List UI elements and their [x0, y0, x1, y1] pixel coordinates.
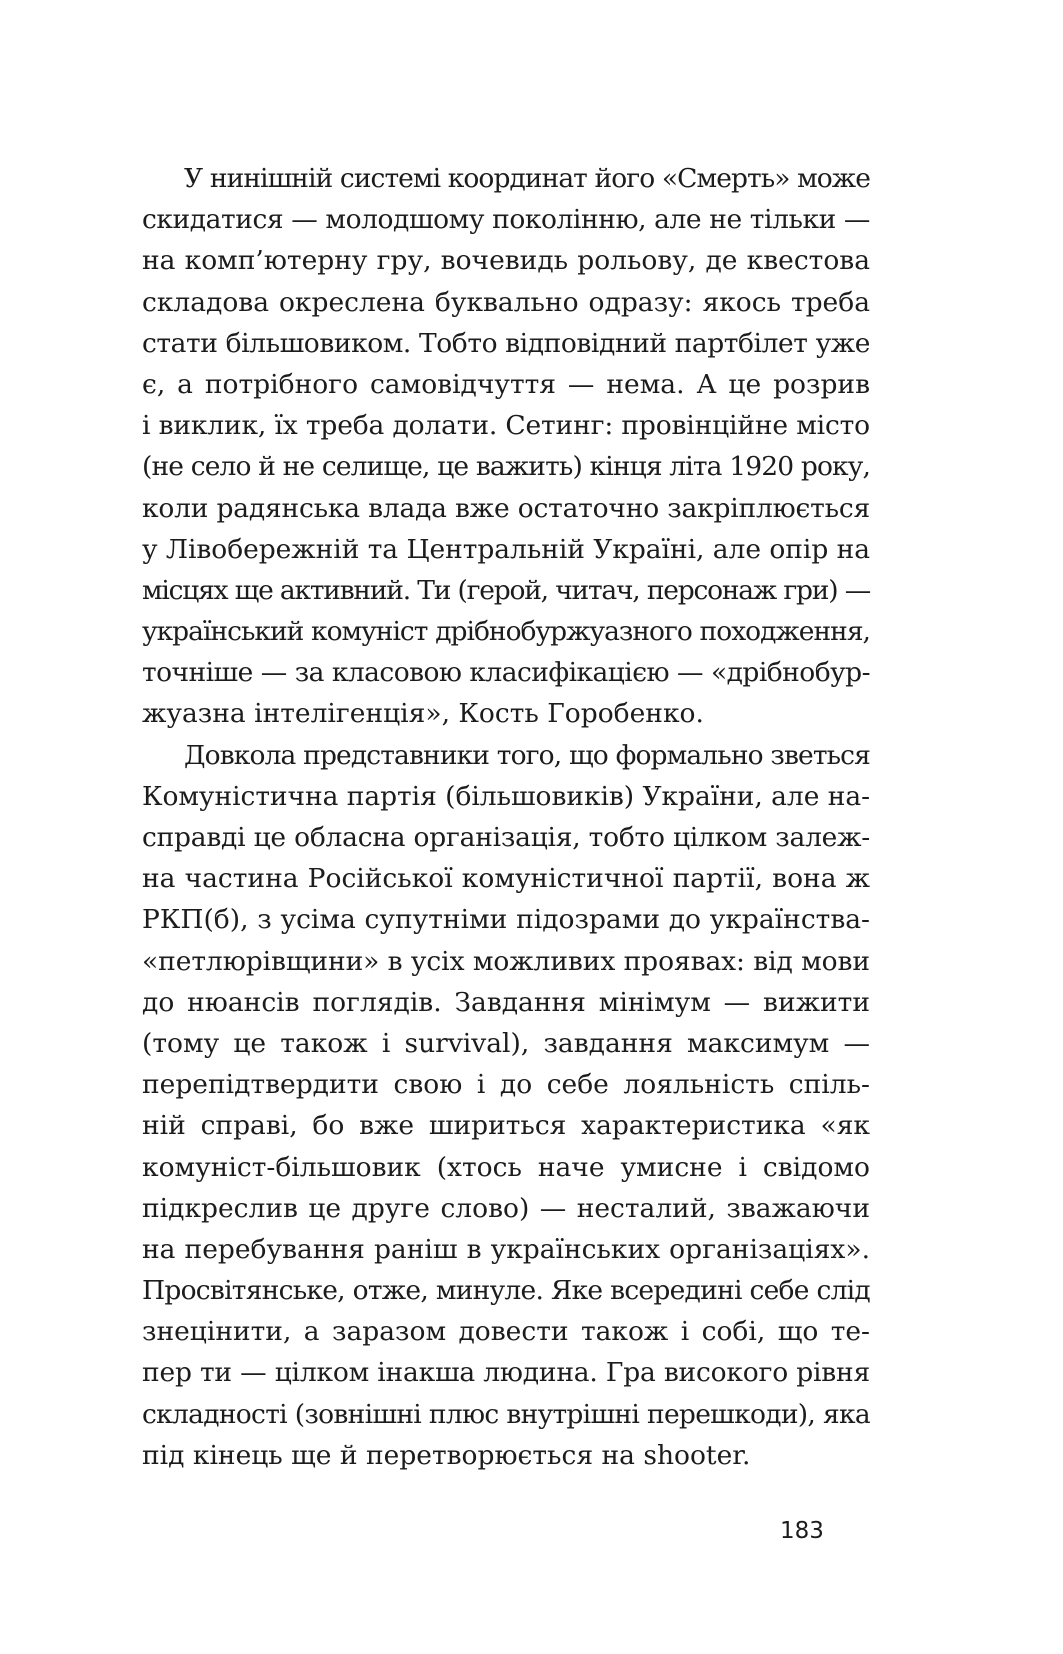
text-line: на перебування раніш в українських організаціях». [142, 1233, 870, 1265]
text-line: У нинішній системі координат його «Смерть» може [184, 163, 870, 194]
text-line: комуніст-більшовик (хтось наче умисне і свідомо [142, 1151, 870, 1183]
text-line: складова окреслена буквально одразу: якось треба [142, 286, 870, 318]
text-line: точніше — за класовою класифікацією — «дрібнобур- [142, 657, 870, 689]
text-line: пер ти — цілком інакша людина. Гра високого рівня [142, 1357, 870, 1389]
paragraph-2 [142, 735, 870, 1476]
paragraph-1 [142, 158, 870, 735]
text-line: підкреслив це друге слово) — несталий, зважаючи [142, 1192, 870, 1224]
text-line: коли радянська влада вже остаточно закріплюється [142, 492, 870, 524]
text-line: і виклик, їх треба долати. Сетинг: провінційне місто [142, 410, 870, 442]
text-line: жуазна інтелігенція», Кость Горобенко. [142, 698, 704, 730]
text-line: Довкола представники того, що формально зветься [184, 739, 870, 771]
text-line: до нюансів поглядів. Завдання мінімум — вижити [142, 986, 870, 1018]
text-line: Комуністична партія (більшовиків) України, але на- [142, 780, 870, 812]
body-text [142, 158, 870, 1476]
text-line: стати більшовиком. Тобто відповідний партбілет уже [142, 327, 870, 359]
text-line: справді це обласна організація, тобто цілком залеж- [142, 822, 870, 853]
text-line: «петлюрівщини» в усіх можливих проявах: від мови [142, 945, 870, 977]
text-line: під кінець ще й перетворюється на shooter. [142, 1439, 751, 1471]
text-line: місцях ще активний. Ти (герой, читач, персонаж гри) — [142, 574, 870, 606]
text-line: (тому це також і survival), завдання максимум — [142, 1027, 870, 1059]
text-line: скидатися — молодшому поколінню, але не тільки — [142, 204, 870, 236]
text-line: перепідтвердити свою і до себе лояльність спіль- [142, 1069, 870, 1101]
text-line: (не село й не селище, це важить) кінця літа 1920 року, [142, 451, 870, 483]
text-line: складності (зовнішні плюс внутрішні перешкоди), яка [142, 1398, 870, 1430]
page-number: 183 [780, 1518, 824, 1544]
text-line: РКП(б), з усіма супутніми підозрами до українства- [142, 904, 870, 936]
text-line: Просвітянське, отже, минуле. Яке всередині себе слід [142, 1275, 870, 1307]
text-line: є, а потрібного самовідчуття — нема. А це розрив [142, 368, 870, 400]
text-line: ній справі, бо вже шириться характеристика «як [142, 1110, 870, 1142]
text-line: на частина Російської комуністичної партії, вона ж [142, 863, 870, 895]
text-line: на комп’ютерну гру, вочевидь рольову, де квестова [142, 245, 870, 277]
text-line: український комуніст дрібнобуржуазного походження, [142, 616, 870, 648]
text-line: знецінити, а заразом довести також і собі, що те- [142, 1316, 870, 1348]
text-line: у Лівобережній та Центральній Україні, але опір на [142, 533, 870, 565]
